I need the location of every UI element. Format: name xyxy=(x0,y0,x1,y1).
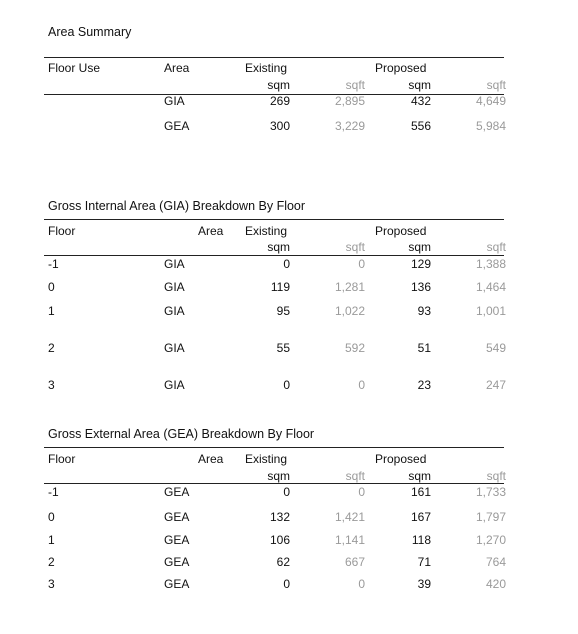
gia-breakdown-title: Gross Internal Area (GIA) Breakdown By Floor xyxy=(48,199,306,213)
area-summary-top-rule xyxy=(44,57,504,58)
area-summary-header-existing-sqm: sqm xyxy=(267,78,290,92)
table-cell-existing-sqft: 3,229 xyxy=(334,119,365,133)
area-summary-title: Area Summary xyxy=(48,25,132,39)
table-cell-area: GIA xyxy=(164,304,185,318)
table-cell-area: GIA xyxy=(164,378,185,392)
table-cell-proposed-sqft: 1,388 xyxy=(475,257,506,271)
table-cell-area: GEA xyxy=(164,485,190,499)
table-cell-proposed-sqm: 71 xyxy=(417,555,431,569)
gea-header-existing: Existing xyxy=(245,452,288,466)
table-cell-proposed-sqft: 1,797 xyxy=(475,510,506,524)
table-cell-proposed-sqft: 420 xyxy=(485,577,506,591)
table-cell-proposed-sqm: 93 xyxy=(417,304,431,318)
area-summary-header-proposed-sqm: sqm xyxy=(408,78,431,92)
table-cell-proposed-sqm: 167 xyxy=(410,510,431,524)
table-cell-proposed-sqm: 556 xyxy=(410,119,431,133)
gia-top-rule xyxy=(44,219,504,220)
table-cell-existing-sqm: 300 xyxy=(269,119,290,133)
gia-header-existing: Existing xyxy=(245,224,288,238)
table-cell-existing-sqft: 0 xyxy=(358,577,365,591)
table-cell-proposed-sqft: 1,270 xyxy=(475,533,506,547)
table-cell-existing-sqft: 0 xyxy=(358,257,365,271)
table-cell-floor: 0 xyxy=(48,510,55,524)
gea-header-rule xyxy=(44,483,504,484)
table-cell-area: GIA xyxy=(164,257,185,271)
table-cell-area: GEA xyxy=(164,510,190,524)
table-cell-proposed-sqft: 247 xyxy=(485,378,506,392)
table-cell-area: GEA xyxy=(164,555,190,569)
table-cell-existing-sqm: 269 xyxy=(269,94,290,108)
table-cell-proposed-sqft: 1,733 xyxy=(475,485,506,499)
table-cell-existing-sqft: 592 xyxy=(344,341,365,355)
table-cell-floor: -1 xyxy=(48,257,59,271)
gia-header-existing-sqft: sqft xyxy=(345,240,365,254)
table-cell-floor: 2 xyxy=(48,341,55,355)
area-summary-header-existing-sqft: sqft xyxy=(345,78,365,92)
gea-header-floor: Floor xyxy=(48,452,76,466)
table-cell-floor: 1 xyxy=(48,304,55,318)
table-cell-area: GIA xyxy=(164,341,185,355)
table-cell-proposed-sqm: 51 xyxy=(417,341,431,355)
table-cell-existing-sqm: 95 xyxy=(276,304,290,318)
table-cell-proposed-sqft: 549 xyxy=(485,341,506,355)
table-cell-floor: -1 xyxy=(48,485,59,499)
area-summary-header-existing: Existing xyxy=(245,61,288,75)
gia-header-area: Area xyxy=(198,224,224,238)
table-cell-proposed-sqft: 764 xyxy=(485,555,506,569)
gea-header-proposed-sqm: sqm xyxy=(408,469,431,483)
table-cell-proposed-sqft: 4,649 xyxy=(475,94,506,108)
table-cell-proposed-sqm: 23 xyxy=(417,378,431,392)
table-cell-existing-sqm: 0 xyxy=(283,485,290,499)
gea-header-existing-sqft: sqft xyxy=(345,469,365,483)
table-cell-floor: 0 xyxy=(48,280,55,294)
table-cell-floor: 3 xyxy=(48,577,55,591)
table-cell-proposed-sqft: 1,464 xyxy=(475,280,506,294)
table-cell-existing-sqm: 0 xyxy=(283,378,290,392)
table-cell-existing-sqft: 0 xyxy=(358,378,365,392)
area-summary-header-proposed: Proposed xyxy=(375,61,427,75)
table-cell-existing-sqm: 106 xyxy=(269,533,290,547)
gia-header-floor: Floor xyxy=(48,224,76,238)
table-cell-proposed-sqm: 432 xyxy=(410,94,431,108)
area-summary-header-area: Area xyxy=(164,61,190,75)
table-cell-proposed-sqm: 118 xyxy=(411,533,431,547)
table-cell-floor: 2 xyxy=(48,555,55,569)
gia-header-existing-sqm: sqm xyxy=(267,240,290,254)
table-cell-proposed-sqm: 136 xyxy=(410,280,431,294)
table-cell-floor: 3 xyxy=(48,378,55,392)
table-cell-area: GEA xyxy=(164,577,190,591)
gia-header-proposed: Proposed xyxy=(375,224,427,238)
table-cell-proposed-sqm: 161 xyxy=(410,485,431,499)
table-cell-existing-sqm: 62 xyxy=(276,555,290,569)
table-cell-proposed-sqft: 5,984 xyxy=(475,119,506,133)
gea-top-rule xyxy=(44,447,504,448)
table-cell-existing-sqft: 1,141 xyxy=(334,533,365,547)
table-cell-proposed-sqm: 39 xyxy=(417,577,431,591)
table-cell-existing-sqft: 1,022 xyxy=(334,304,365,318)
table-cell-existing-sqft: 1,281 xyxy=(334,280,365,294)
table-cell-existing-sqft: 0 xyxy=(358,485,365,499)
table-cell-area: GIA xyxy=(164,94,185,108)
gea-header-proposed: Proposed xyxy=(375,452,427,466)
area-summary-header-proposed-sqft: sqft xyxy=(486,78,506,92)
table-cell-existing-sqm: 0 xyxy=(283,257,290,271)
gia-header-proposed-sqft: sqft xyxy=(486,240,506,254)
table-cell-floor: 1 xyxy=(48,533,55,547)
table-cell-area: GEA xyxy=(164,533,190,547)
gea-header-area: Area xyxy=(198,452,224,466)
gia-header-proposed-sqm: sqm xyxy=(408,240,431,254)
table-cell-area: GIA xyxy=(164,280,185,294)
gea-header-proposed-sqft: sqft xyxy=(486,469,506,483)
gia-header-rule xyxy=(44,255,504,256)
table-cell-existing-sqm: 55 xyxy=(276,341,290,355)
table-cell-existing-sqm: 132 xyxy=(269,510,290,524)
table-cell-proposed-sqm: 129 xyxy=(410,257,431,271)
table-cell-proposed-sqft: 1,001 xyxy=(475,304,506,318)
table-cell-existing-sqm: 119 xyxy=(270,280,290,294)
gea-header-existing-sqm: sqm xyxy=(267,469,290,483)
table-cell-existing-sqft: 2,895 xyxy=(334,94,365,108)
table-cell-existing-sqft: 667 xyxy=(344,555,365,569)
table-cell-existing-sqm: 0 xyxy=(283,577,290,591)
table-cell-area: GEA xyxy=(164,119,190,133)
table-cell-existing-sqft: 1,421 xyxy=(334,510,365,524)
area-summary-header-floor-use: Floor Use xyxy=(48,61,101,75)
gea-breakdown-title: Gross External Area (GEA) Breakdown By Floor xyxy=(48,427,315,441)
